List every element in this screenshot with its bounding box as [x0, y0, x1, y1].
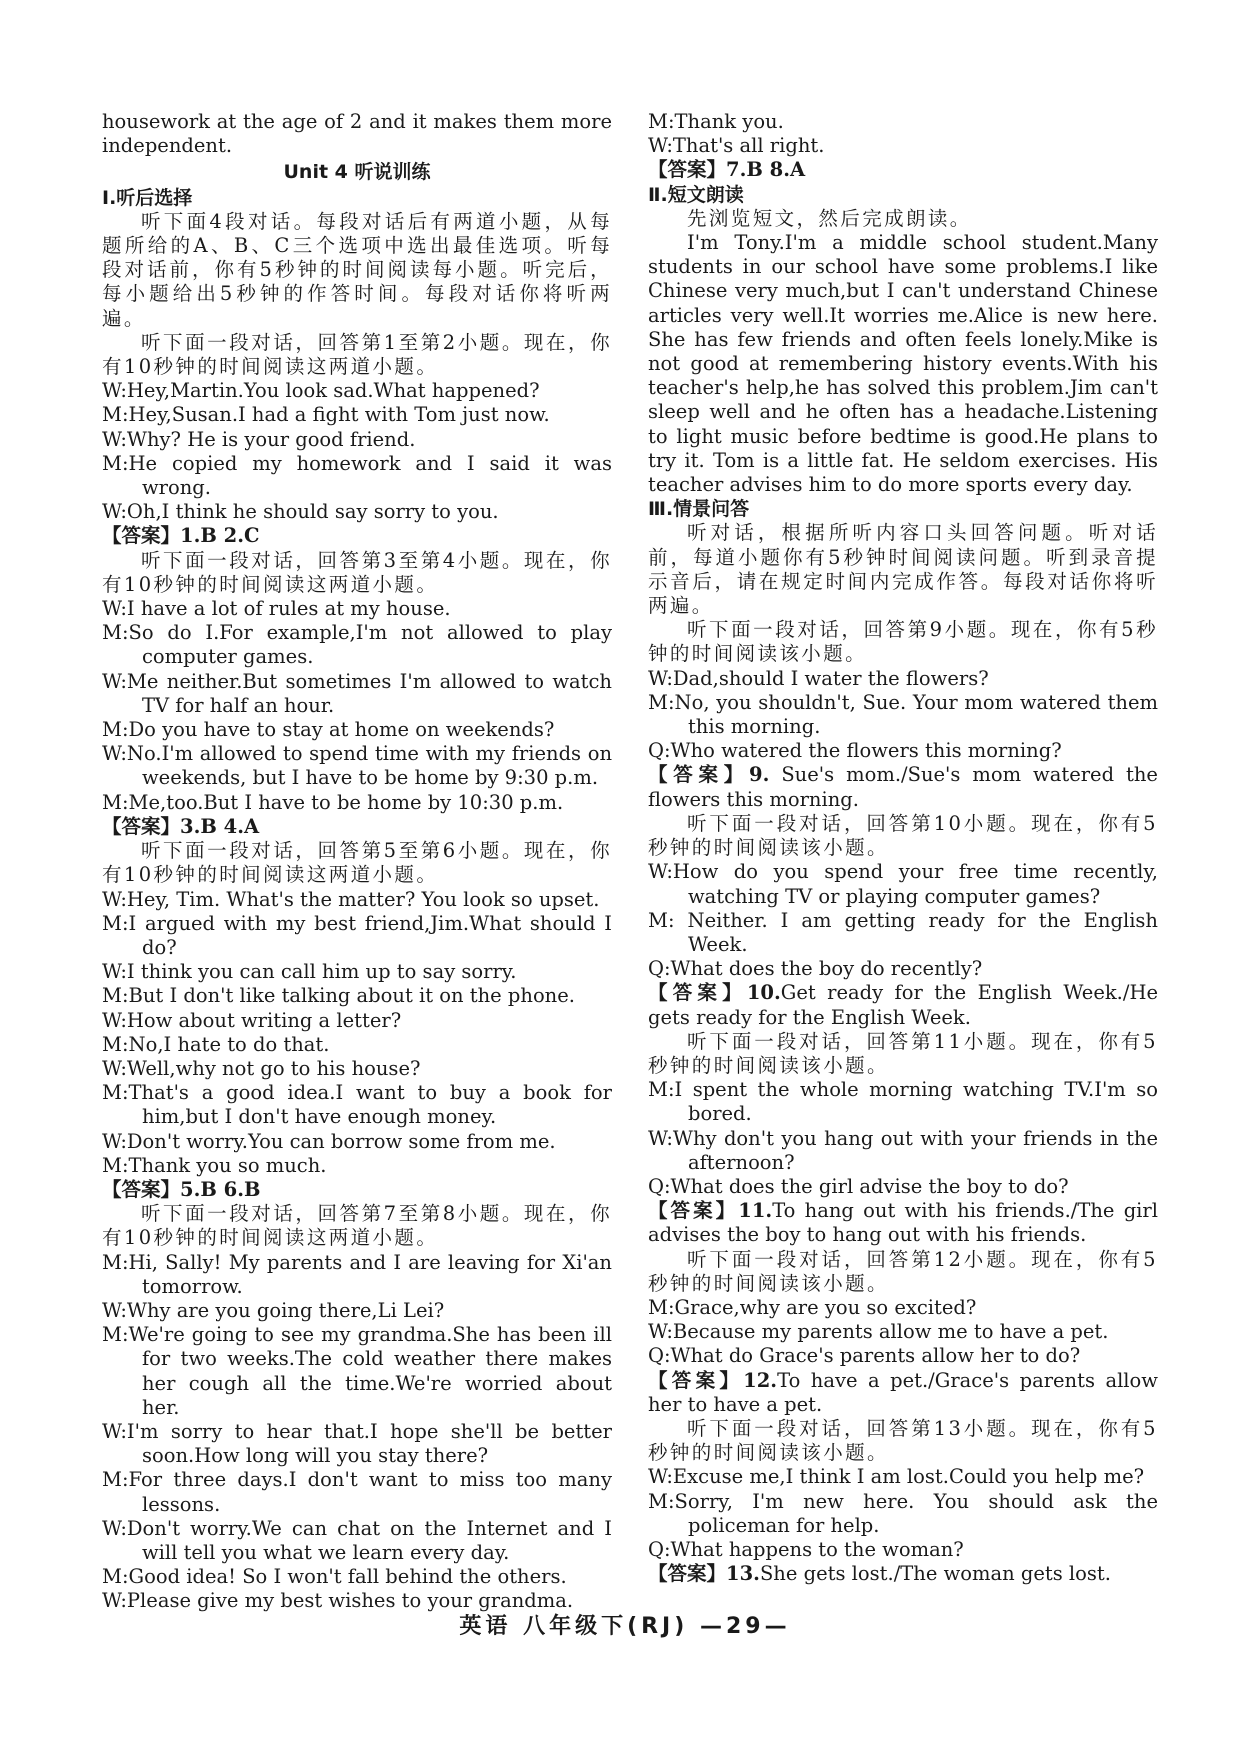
- dialogue-line: M:For three days.I don't want to miss too many lessons.: [102, 1468, 612, 1516]
- answer-value: 7.B 8.A: [726, 158, 806, 182]
- question-line: Q:What do Grace's parents allow her to do?: [648, 1344, 1081, 1368]
- question-line: Q:What does the girl advise the boy to do?: [648, 1174, 1069, 1198]
- dialogue-line: W:I think you can call him up to say sorry.: [102, 960, 517, 984]
- dialogue-line: W:Because my parents allow me to have a pet.: [648, 1320, 1109, 1344]
- left-column: [102, 110, 612, 1614]
- dialogue-line: W:How do you spend your free time recently, watching TV or playing computer games?: [648, 860, 1158, 908]
- section-3-instructions: 听对话，根据所听内容口头回答问题。听对话前，每道小题你有5秒钟时间阅读问题。听到录音提示音后，请在规定时间内完成作答。每段对话你将听两遍。: [648, 521, 1158, 618]
- dialogue-4-prompt: 听下面一段对话，回答第7至第8小题。现在，你有10秒钟的时间阅读这两道小题。: [102, 1202, 612, 1250]
- dialogue-line: M:Sorry, I'm new here. You should ask the policeman for help.: [648, 1489, 1158, 1537]
- intro-text: housework at the age of 2 and it makes them more independent.: [102, 110, 612, 158]
- dialogue-line: W:Why? He is your good friend.: [102, 427, 416, 451]
- question-line: Q:Who watered the flowers this morning?: [648, 739, 1062, 763]
- section-1-title: Ⅰ.听后选择: [102, 186, 193, 209]
- dialogue-line: M:No, you shouldn't, Sue. Your mom watered them this morning.: [648, 690, 1158, 739]
- unit-title: Unit 4 听说训练: [283, 161, 431, 184]
- dialogue-line: M:I spent the whole morning watching TV.I'm so bored.: [648, 1078, 1158, 1126]
- answer-value: To hang out with his friends./The girl advises the boy to hang out with his friends.: [648, 1199, 1158, 1247]
- dialogue-line: M:That's a good idea.I want to buy a book for him,but I don't have enough money.: [102, 1081, 612, 1129]
- question-9-prompt: 听下面一段对话，回答第9小题。现在，你有5秒钟的时间阅读该小题。: [648, 618, 1158, 666]
- answer-value: She gets lost./The woman gets lost.: [759, 1562, 1111, 1586]
- section-1-instructions: 听下面4段对话。每段对话后有两道小题，从每题所给的A、B、C三个选项中选出最佳选项。听每段对话前，你有5秒钟的时间阅读每小题。听完后，每小题给出5秒钟的作答时间。每段对话你将听两遍。: [102, 209, 612, 330]
- dialogue-line: W:I have a lot of rules at my house.: [102, 597, 451, 621]
- question-13-prompt: 听下面一段对话，回答第13小题。现在，你有5秒钟的时间阅读该小题。: [648, 1416, 1158, 1465]
- dialogue-1-prompt: 听下面一段对话，回答第1至第2小题。现在，你有10秒钟的时间阅读这两道小题。: [102, 330, 612, 379]
- dialogue-line: M:But I don't like talking about it on the phone.: [102, 984, 575, 1008]
- answer-1-2: [102, 524, 612, 548]
- right-column: [648, 110, 1158, 1586]
- dialogue-line: W:Hey, Tim. What's the matter? You look so upset.: [102, 887, 600, 911]
- answer-10: [648, 981, 1158, 1029]
- dialogue-line: M:I argued with my best friend,Jim.What should I do?: [102, 911, 612, 959]
- dialogue-line: W:Well,why not go to his house?: [102, 1056, 421, 1080]
- dialogue-line: W:Hey,Martin.You look sad.What happened?: [102, 379, 540, 403]
- dialogue-line: M:Thank you so much.: [102, 1153, 327, 1177]
- dialogue-line: M:Hi, Sally! My parents and I are leaving for Xi'an tomorrow.: [102, 1250, 612, 1298]
- answer-tag: 【答案】: [648, 1368, 744, 1392]
- section-3-title: Ⅲ.情景问答: [648, 498, 750, 521]
- dialogue-line: M:Good idea! So I won't fall behind the others.: [102, 1565, 567, 1589]
- answer-tag: 【答案】: [648, 1562, 727, 1586]
- answer-11: [648, 1199, 1158, 1247]
- answer-tag: 【答案】: [648, 1199, 739, 1223]
- dialogue-line: M:He copied my homework and I said it was wrong.: [102, 451, 612, 500]
- dialogue-line: M:So do I.For example,I'm not allowed to play computer games.: [102, 621, 612, 669]
- answer-9: [648, 763, 1158, 811]
- dialogue-2-prompt: 听下面一段对话，回答第3至第4小题。现在，你有10秒钟的时间阅读这两道小题。: [102, 548, 612, 596]
- answer-tag: 【答案】: [102, 524, 181, 548]
- answer-value: To have a pet./Grace's parents allow her to have a pet.: [648, 1368, 1158, 1416]
- answer-13: [648, 1562, 1158, 1586]
- question-line: Q:What happens to the woman?: [648, 1537, 964, 1561]
- section-2-instructions: 先浏览短文，然后完成朗读。: [687, 206, 972, 230]
- answer-value: 1.B 2.C: [180, 524, 260, 548]
- answer-number: 9.: [749, 763, 770, 787]
- dialogue-line: W:Why are you going there,Li Lei?: [102, 1298, 445, 1322]
- answer-tag: 【答案】: [648, 981, 747, 1005]
- dialogue-line: M:Grace,why are you so excited?: [648, 1295, 977, 1319]
- dialogue-line: W:Why don't you hang out with your friends in the afternoon?: [648, 1126, 1158, 1174]
- answer-value: 3.B 4.A: [180, 814, 260, 838]
- answer-value: 5.B 6.B: [180, 1177, 261, 1201]
- answer-number: 11.: [738, 1199, 773, 1223]
- dialogue-line: W:Me neither.But sometimes I'm allowed to watch TV for half an hour.: [102, 669, 612, 717]
- answer-tag: 【答案】: [648, 763, 750, 787]
- dialogue-line: M:Me,too.But I have to be home by 10:30 p.m.: [102, 790, 564, 814]
- dialogue-line: M:Hey,Susan.I had a fight with Tom just now.: [102, 403, 550, 427]
- answer-tag: 【答案】: [102, 814, 181, 838]
- reading-passage: I'm Tony.I'm a middle school student.Many students in our school have some problems.I like Chinese very much,but I can't understand Chinese articles very well.It worries me.Alice is new here. She has few friends and often feels lonely.Mike is not good at remembering history events.With his teacher's help,he has solved this problem.Jim can't sleep well and he often has a headache.Listening to light music before bedtime is good.He plans to try it. Tom is a little fat. He seldom exercises. His teacher advises him to do more sports every day.: [648, 231, 1158, 497]
- answer-value: Sue's mom./Sue's mom watered the flowers this morning.: [648, 763, 1158, 811]
- answer-5-6: [102, 1178, 612, 1202]
- dialogue-line: W:No.I'm allowed to spend time with my friends on weekends, but I have to be home by 9:30 p.m.: [102, 742, 612, 790]
- answer-value: Get ready for the English Week./He gets ready for the English Week.: [648, 981, 1158, 1029]
- dialogue-3-prompt: 听下面一段对话，回答第5至第6小题。现在，你有10秒钟的时间阅读这两道小题。: [102, 839, 612, 887]
- dialogue-line: M:We're going to see my grandma.She has been ill for two weeks.The cold weather there makes her cough all the time.We're worried about her.: [102, 1323, 612, 1419]
- question-12-prompt: 听下面一段对话，回答第12小题。现在，你有5秒钟的时间阅读该小题。: [648, 1247, 1158, 1295]
- dialogue-line: W:How about writing a letter?: [102, 1008, 402, 1032]
- answer-tag: 【答案】: [102, 1177, 181, 1201]
- dialogue-line: W:I'm sorry to hear that.I hope she'll be better soon.How long will you stay there?: [102, 1419, 612, 1468]
- answer-12: [648, 1369, 1158, 1417]
- dialogue-line: W:That's all right.: [648, 134, 825, 158]
- answer-7-8: [648, 158, 1158, 182]
- page-footer: 英语 八年级下(RJ) —29—: [459, 1614, 791, 1639]
- dialogue-line: M: Neither. I am getting ready for the English Week.: [648, 908, 1158, 956]
- section-2-title: Ⅱ.短文朗读: [648, 183, 744, 206]
- answer-number: 10.: [746, 981, 781, 1005]
- answer-3-4: [102, 815, 612, 839]
- answer-number: 13.: [726, 1562, 760, 1586]
- answer-number: 12.: [743, 1368, 778, 1392]
- dialogue-line: W:Oh,I think he should say sorry to you.: [102, 500, 499, 524]
- dialogue-line: W:Excuse me,I think I am lost.Could you help me?: [648, 1465, 1145, 1489]
- dialogue-line: M:Thank you.: [648, 110, 784, 133]
- answer-tag: 【答案】: [648, 158, 727, 182]
- dialogue-line: W:Don't worry.We can chat on the Internet and I will tell you what we learn every day.: [102, 1516, 612, 1564]
- dialogue-line: M:Do you have to stay at home on weekends?: [102, 718, 555, 742]
- dialogue-line: W:Please give my best wishes to your grandma.: [102, 1589, 574, 1613]
- question-line: Q:What does the boy do recently?: [648, 957, 983, 981]
- dialogue-line: W:Don't worry.You can borrow some from me.: [102, 1129, 556, 1153]
- question-11-prompt: 听下面一段对话，回答第11小题。现在，你有5秒钟的时间阅读该小题。: [648, 1029, 1158, 1077]
- dialogue-line: W:Dad,should I water the flowers?: [648, 666, 989, 690]
- dialogue-line: M:No,I hate to do that.: [102, 1032, 330, 1056]
- question-10-prompt: 听下面一段对话，回答第10小题。现在，你有5秒钟的时间阅读该小题。: [648, 811, 1158, 860]
